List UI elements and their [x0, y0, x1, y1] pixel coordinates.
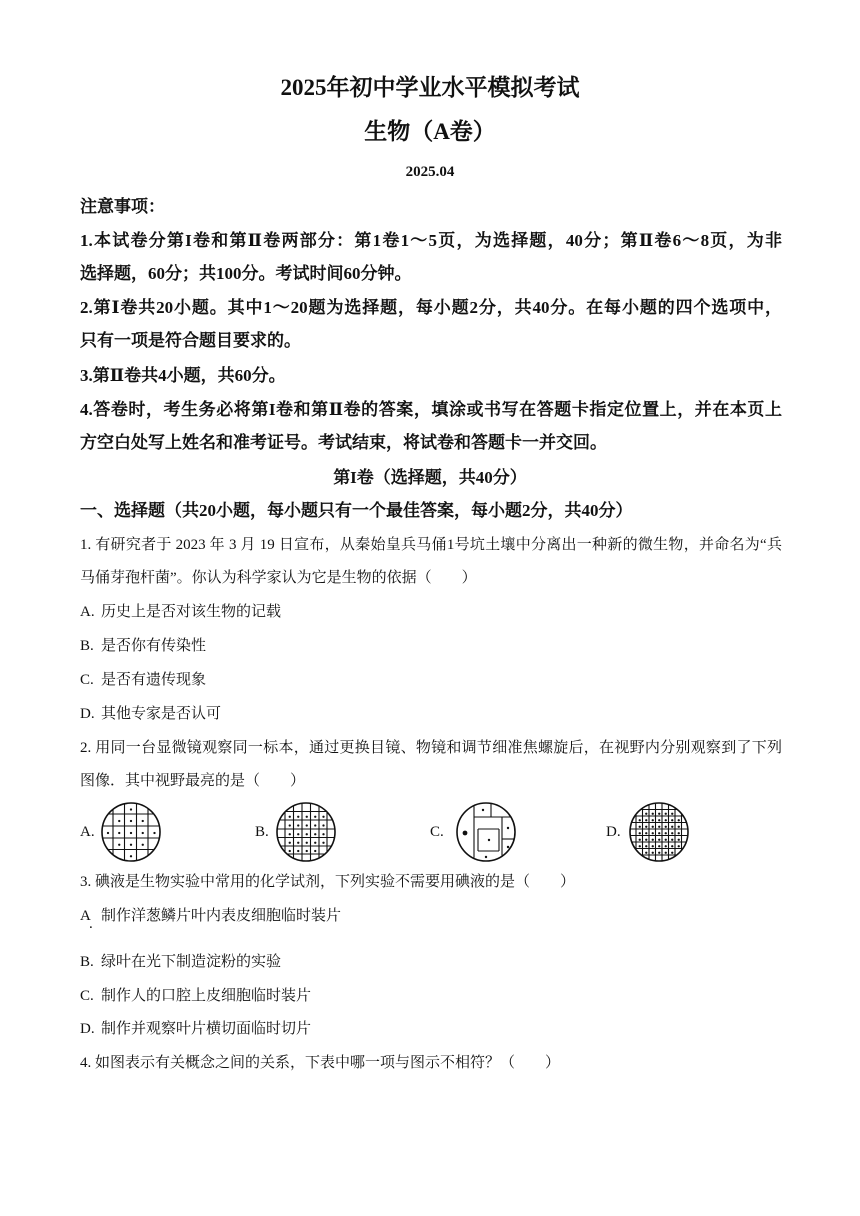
- cell-nucleus: [665, 852, 667, 854]
- cell-nucleus: [678, 832, 680, 834]
- notice-heading: 注意事项：: [80, 197, 165, 216]
- cell-nucleus: [297, 850, 299, 852]
- question-3-option-d: [80, 1017, 311, 1041]
- cell-nucleus: [639, 826, 641, 828]
- cell-nucleus: [645, 839, 647, 841]
- option-text: 历史上是否对该生物的记载: [101, 604, 282, 620]
- cell-nucleus: [130, 820, 132, 822]
- option-label: A.: [80, 604, 95, 620]
- cell-pattern: [103, 804, 159, 860]
- cell-nucleus: [289, 850, 291, 852]
- cell-nucleus: [297, 833, 299, 835]
- option-text: 是否有遗传现象: [101, 672, 207, 688]
- cell-nucleus: [639, 839, 641, 841]
- question-1-option-c: [80, 668, 206, 692]
- cell-nucleus: [463, 831, 468, 836]
- cell-nucleus: [665, 845, 667, 847]
- exam-title: 2025年初中学业水平模拟考试: [280, 75, 580, 100]
- cell-nucleus: [658, 852, 660, 854]
- cell-nucleus: [658, 819, 660, 821]
- figure-option-c-label: C.: [430, 824, 444, 840]
- question-2-stem: 2. 用同一台显微镜观察同一标本，通过更换目镜、物镜和调节细准焦螺旋后，在视野内分别观察到了下列: [80, 740, 782, 756]
- option-label: A: [80, 908, 91, 924]
- section-heading: 一、选择题（共20小题，每小题只有一个最佳答案，每小题2分，共40分）: [80, 501, 633, 520]
- cell-nucleus: [658, 826, 660, 828]
- cell-nucleus: [678, 826, 680, 828]
- cell-nucleus: [652, 832, 654, 834]
- cell-nucleus: [665, 813, 667, 815]
- cell-nucleus: [482, 809, 484, 811]
- notice-line: 选择题，60分；共100分。考试时间60分钟。: [80, 264, 412, 283]
- question-1-option-b: [80, 634, 206, 658]
- cell-nucleus: [289, 833, 291, 835]
- option-text: 制作洋葱鳞片叶内表皮细胞临时装片: [101, 908, 342, 924]
- cell-nucleus: [658, 845, 660, 847]
- option-label-dot: .: [89, 916, 93, 932]
- cell-nucleus: [645, 813, 647, 815]
- option-text: 是否你有传染性: [101, 638, 207, 654]
- cell-nucleus: [297, 816, 299, 818]
- option-text: 制作并观察叶片横切面临时切片: [101, 1021, 312, 1037]
- figure-option-a-label: A.: [80, 824, 95, 840]
- cell-nucleus: [130, 808, 132, 810]
- notice-line: 方空白处写上姓名和准考证号。考试结束，将试卷和答题卡一并交回。: [80, 433, 607, 452]
- cell-nucleus: [652, 839, 654, 841]
- cell-nucleus: [153, 832, 155, 834]
- option-label: B.: [80, 638, 94, 654]
- option-text: 制作人的口腔上皮细胞临时装片: [101, 988, 312, 1004]
- cell-nucleus: [639, 832, 641, 834]
- question-1-option-d: [80, 702, 221, 726]
- cell-nucleus: [306, 824, 308, 826]
- question-1-option-a: [80, 600, 281, 624]
- cell-nucleus: [645, 826, 647, 828]
- cell-nucleus: [658, 813, 660, 815]
- cell-nucleus: [652, 845, 654, 847]
- cell-nucleus: [130, 844, 132, 846]
- part-title: 第I卷（选择题，共40分）: [333, 468, 527, 487]
- cell-nucleus: [645, 852, 647, 854]
- cell-nucleus: [665, 839, 667, 841]
- cell-nucleus: [142, 832, 144, 834]
- cell-nucleus: [297, 824, 299, 826]
- option-label: D.: [80, 706, 95, 722]
- cell-nucleus: [118, 820, 120, 822]
- cell-nucleus: [678, 819, 680, 821]
- cell-nucleus: [678, 845, 680, 847]
- cell-nucleus: [671, 813, 673, 815]
- cell-nucleus: [142, 844, 144, 846]
- cell-nucleus: [678, 839, 680, 841]
- notice-line: 4.答卷时，考生务必将第I卷和第Ⅱ卷的答案，填涂或书写在答题卡指定位置上，并在本页上: [80, 400, 782, 419]
- notice-line: 2.第Ⅰ卷共20小题。其中1～20题为选择题，每小题2分，共40分。在每小题的四个选项中，: [80, 298, 782, 317]
- cell-nucleus: [645, 845, 647, 847]
- cell-nucleus: [671, 852, 673, 854]
- option-label: C.: [80, 988, 94, 1004]
- cell-nucleus: [118, 832, 120, 834]
- cell-nucleus: [652, 819, 654, 821]
- cell-pattern: [631, 804, 688, 861]
- cell-nucleus: [645, 832, 647, 834]
- cell-nucleus: [314, 824, 316, 826]
- figure-option-a-field-of-view: [100, 801, 162, 863]
- cell-nucleus: [507, 827, 509, 829]
- cell-nucleus: [314, 850, 316, 852]
- question-1-stem: 马俑芽孢杆菌”。你认为科学家认为它是生物的依据（ ）: [80, 570, 477, 586]
- cell-nucleus: [507, 846, 509, 848]
- cell-nucleus: [322, 833, 324, 835]
- cell-nucleus: [671, 819, 673, 821]
- cell-nucleus: [142, 820, 144, 822]
- option-text: 其他专家是否认可: [101, 706, 222, 722]
- cell-nucleus: [322, 824, 324, 826]
- cell-nucleus: [314, 833, 316, 835]
- cell-nucleus: [658, 832, 660, 834]
- cell-nucleus: [652, 826, 654, 828]
- cell-nucleus: [289, 842, 291, 844]
- notice-line: 3.第Ⅱ卷共4小题，共60分。: [80, 366, 286, 385]
- cell-nucleus: [645, 819, 647, 821]
- cell-nucleus: [665, 832, 667, 834]
- option-label: D.: [80, 1021, 95, 1037]
- figure-option-b-field-of-view: [275, 801, 337, 863]
- question-4-stem: 4. 如图表示有关概念之间的关系，下表中哪一项与图示不相符？（ ）: [80, 1055, 561, 1071]
- option-text: 绿叶在光下制造淀粉的实验: [101, 954, 282, 970]
- figure-option-b-label: B.: [255, 824, 269, 840]
- cell-nucleus: [322, 842, 324, 844]
- cell-nucleus: [130, 832, 132, 834]
- cell-nucleus: [289, 824, 291, 826]
- cell-nucleus: [130, 855, 132, 857]
- figure-option-c-field-of-view: [455, 801, 517, 863]
- exam-date: 2025.04: [405, 164, 455, 180]
- cell-nucleus: [652, 852, 654, 854]
- cell-pattern: [278, 804, 335, 861]
- cell-nucleus: [306, 850, 308, 852]
- cell-nucleus: [306, 816, 308, 818]
- option-label: C.: [80, 672, 94, 688]
- cell-nucleus: [306, 842, 308, 844]
- question-3-stem: 3. 碘液是生物实验中常用的化学试剂，下列实验不需要用碘液的是（ ）: [80, 874, 576, 890]
- cell-nucleus: [658, 839, 660, 841]
- cell-nucleus: [314, 816, 316, 818]
- cell-nucleus: [289, 816, 291, 818]
- cell-nucleus: [314, 842, 316, 844]
- cell-nucleus: [488, 839, 490, 841]
- question-3-option-c: [80, 984, 311, 1008]
- cell-nucleus: [652, 813, 654, 815]
- question-3-option-a: [80, 904, 341, 928]
- question-2-stem: 图像．其中视野最亮的是（ ）: [80, 773, 306, 789]
- cell-nucleus: [671, 826, 673, 828]
- figure-option-d-field-of-view: [628, 801, 690, 863]
- cell-nucleus: [322, 816, 324, 818]
- question-1-stem: 1. 有研究者于 2023 年 3 月 19 日宣布，从秦始皇兵马俑1号坑土壤中分离出一种新的微生物，并命名为“兵: [80, 537, 782, 553]
- cell-nucleus: [639, 819, 641, 821]
- cell-nucleus: [671, 832, 673, 834]
- question-3-option-b: [80, 950, 281, 974]
- exam-subtitle: 生物（A卷）: [364, 119, 496, 144]
- cell-nucleus: [639, 845, 641, 847]
- notice-line: 只有一项是符合题目要求的。: [80, 331, 301, 350]
- cell-nucleus: [297, 842, 299, 844]
- cell-nucleus: [665, 826, 667, 828]
- cell-nucleus: [485, 856, 487, 858]
- cell-nucleus: [107, 832, 109, 834]
- cell-nucleus: [671, 839, 673, 841]
- option-label: B.: [80, 954, 94, 970]
- cell-nucleus: [306, 833, 308, 835]
- cell-nucleus: [118, 844, 120, 846]
- cell-nucleus: [665, 819, 667, 821]
- cell-nucleus: [671, 845, 673, 847]
- figure-option-d-label: D.: [606, 824, 621, 840]
- notice-line: 1.本试卷分第I卷和第Ⅱ卷两部分：第1卷1～5页，为选择题，40分；第Ⅱ卷6～8页，为非: [80, 231, 782, 250]
